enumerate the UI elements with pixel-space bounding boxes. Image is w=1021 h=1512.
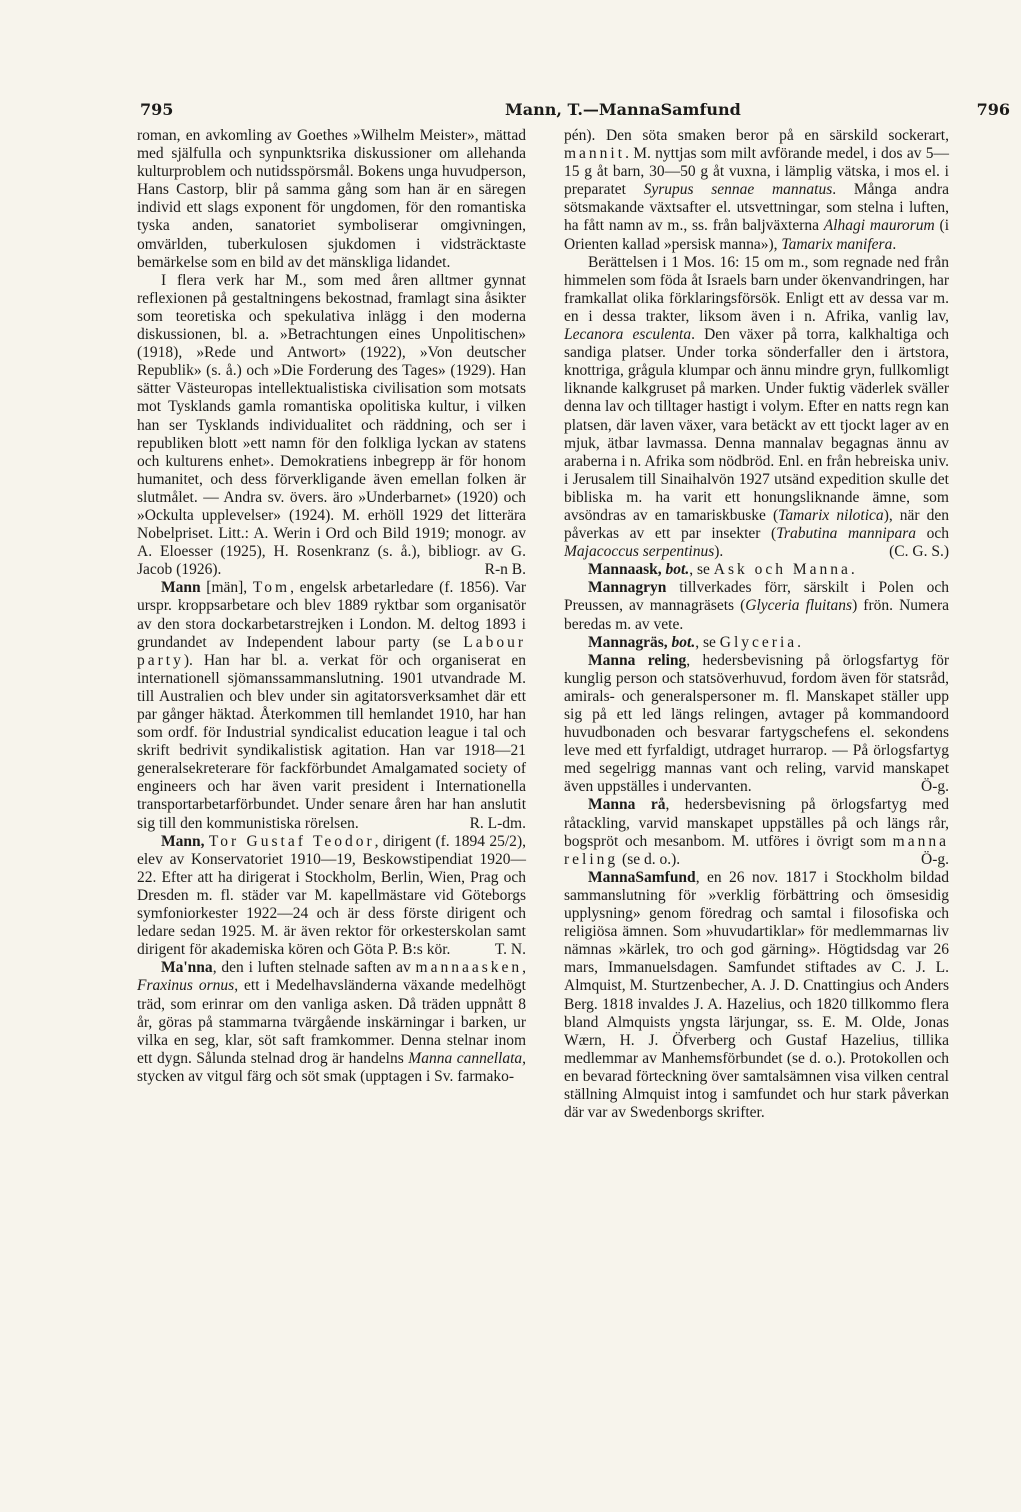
headword: Mann [161, 579, 201, 597]
entry-mannagryn: Mannagryn tillverkades förr, särskilt i Polen och Preussen, av mannagräsets (Glyceria fluitans) frön. Numera beredas m. av vete. [564, 579, 949, 633]
entry-mann-tom: Mann [män], Tom, engelsk arbetarledare (f. 1856). Var urspr. kroppsarbetare och blev 1889 ryktbar som organisatör av den stora dockarbetarstrejken i London. M. deltog 1893 i grundandet av Independent labour party (se Labour party). Han har bl. a. verkat för och organiserat en internationell sjömanssammanslutning. 1901 utvandrade M. till Australien och blev under sin agitatorsverksamhet där ett par gånger häktad. Återkommen till hemlandet 1910, har han som ordf. för Industrial syndicalist education league i tal och skrift bedrivit syndikalistisk agitation. Han var 1918—21 generalsekreterare för fackförbundet Amalgamated society of engineers och har även varit president i Internationella transportarbetarförbundet. Under senare åren har han anslutit sig till den kommunistiska rörelsen. R. L-dm. [137, 579, 526, 832]
author-signature: Ö-g. [921, 850, 949, 868]
headword: Manna rå [588, 796, 666, 814]
author-signature: Ö-g. [921, 778, 949, 796]
entry-mannagras: Mannagräs, bot., se Glyceria. [588, 633, 802, 651]
right-column [564, 127, 949, 1122]
author-signature: (C. G. S.) [889, 543, 949, 561]
headword: Mannagryn [588, 579, 667, 597]
headword: Ma'nna [161, 959, 213, 977]
headword: MannaSamfund [588, 868, 696, 886]
paragraph: pén). Den söta smaken beror på en särskild sockerart, mannit. M. nyttjas som milt avförande medel, i dos av 5—15 g åt barn, 30—50 g åt vuxna, i lämplig vätska, i mos el. i preparatet Syrupus sennae mannatus. Många andra sötsmakande växtsafter el. utsvettningar, som stelna i luften, ha fått namn av m., ss. från baljväxterna Alhagi maurorum (i Orienten kallad »persisk manna»), Tamarix manifera. [564, 127, 949, 253]
entry-mannasamfund: MannaSamfund, en 26 nov. 1817 i Stockholm bildad sammanslutning för »verklig förbättring och ömsesidig upplysning» genom föredrag och samtal i filosofiska och religiösa ämnen. Som »huvudartiklar» för medlemmarnas liv nämnas »kärlek, tro och god gärning». Högtidsdag var 26 mars, Immanuelsdagen. Samfundet stiftades av C. J. L. Almquist, M. Sturtzenbecher, A. J. D. Cnattingius och Anders Berg. 1818 invaldes J. A. Hazelius, och 1820 tillkommo flera bland Almquists yngsta lärjungar, ss. E. M. Olde, Jonas Wærn, H. J. Öfverberg och Gustaf Hazelius, tillika medlemmar av Manhemsförbundet (se d. o.). Protokollen och en bevarad förteckning över samtalsämnen visa vilken central ställning Almquist intog i samfundet och hur stark påverkan där var av Swedenborgs skrifter. [564, 868, 949, 1122]
headword: Manna reling [588, 651, 687, 669]
entry-manna-ra: Manna rå, hedersbevisning på örlogsfartyg med råtackling, varvid manskapet uppställes på och längs rår, bogspröt och mesanbom. M. utföres i övrigt som manna reling (se d. o.). Ö-g. [564, 796, 949, 868]
page-number-right: 796 [976, 100, 1010, 119]
paragraph: Berättelsen i 1 Mos. 16: 15 om m., som regnade ned från himmelen som föda åt Israels barn under ökenvandringen, har framkallat olika förklaringsförsök. Enligt ett av dessa var m. en i dessa trakter, liksom även i n. Afrika, vanlig lav, Lecanora esculenta. Den växer på torra, kalkhaltiga och sandiga platser. Under torka sönderfaller den i ärtstora, knottriga, grågula klumpar och ännu mindre gryn, fullkomligt liknande kalkgruset på marken. Under fuktig väderlek sväller denna lav och tilltager hastigt i volym. Efter en natts regn kan platsen, där laven växer, vara betäckt av ett tjockt lager av en mjuk, ätbar lavmassa. Denna mannalav begagnas ännu av araberna i n. Afrika som nödbröd. Enl. en från hebreiska univ. i Jerusalem till Sinaihalvön 1927 utsänd expedition skulle det bibliska m. ha varit ett honungsliknande ämne, som avsöndras av en tamariskbuske (Tamarix nilotica), när den påverkas av ett par insekter (Trabutina mannipara och Majacoccus serpentinus). (C. G. S.) [564, 253, 949, 561]
entry-manna: Ma'nna, den i luften stelnade saften av mannaasken, Fraxinus ornus, ett i Medelhavsländerna växande medelhögt träd, som erinrar om den vanliga asken. Då träden uppnått 8 år, göras på stammarna tvärgående inskärningar i barken, ur vilka en seg, klar, söt saft framkommer. Denna stelnar inom ett dygn. Sålunda stelnad drog är handelns Manna cannellata, stycken av vitgul färg och söt smak (upptagen i Sv. farmako- [137, 959, 526, 1085]
entry-mannaask: Mannaask, bot., se Ask och Manna. [588, 561, 855, 579]
headword: Mann, [161, 832, 205, 850]
paragraph: roman, en avkomling av Goethes »Wilhelm Meister», mättad med själfulla och synpunktsrika diskussioner om allehanda kulturproblem och nutidsspörsmål. Bokens unga huvudperson, Hans Castorp, blir på samma gång som han är en säregen individ ett slags exponent för ungdomen, för den romantiska tyska anden, sanatoriet symboliserar omgivningen, omvärlden, tuberkulosen sjukdomen i vidsträcktaste bemärkelse som en bild av det mänskliga lidandet. [137, 127, 526, 271]
running-title: Mann, T.—MannaSamfund [505, 100, 741, 119]
entry-mann-tor: Mann, Tor Gustaf Teodor, dirigent (f. 1894 25/2), elev av Konservatoriet 1910—19, Beskowstipendiat 1920—22. Efter att ha dirigerat i Stockholm, Berlin, Wien, Prag och Dresden m. fl. städer var M. kapellmästare vid Göteborgs symfoniorkester 1922—24 och är dess förste dirigent och ledare sedan 1925. M. är även rektor för orkesterskolan samt dirigent för akademiska kören och Göta P. B:s kör. T. N. [137, 832, 526, 959]
headword: Mannaask, [588, 561, 662, 579]
author-signature: R. L-dm. [469, 814, 526, 832]
page-number-left: 795 [140, 100, 174, 119]
paragraph: I flera verk har M., som med åren alltmer gynnat reflexionen på gestaltningens bekostnad, framlagt sina åsikter som teoretiska och spekulativa inlägg i den moderna diskussionen, bl. a. »Betrachtungen eines Unpolitischen» (1918), »Rede und Antwort» (1922), »Von deutscher Republik» (s. å.) och »Die Forderung des Tages» (1929). Han sätter Västeuropas intellektualistiska civilisation som motsats mot Tysklands gamla romantiska opolitiska kultur, i vilken han ser Tysklands individualitet och räddning, och ser i republiken blott »ett namn för den folkliga lyckan av statens och kulturens enhet». Demokratiens inbegrepp är för honom humanitet, och dess förverkligande även emellan folken är slutmålet. — Andra sv. övers. äro »Underbarnet» (1920) och »Ockulta upplevelser» (1924). M. erhöll 1929 det litterära Nobelpriset. Litt.: A. Werin i Ord och Bild 1919; monogr. av A. Eloesser (1925), H. Rosenkranz (s. å.), bibliogr. av G. Jacob (1926). R-n B. [137, 271, 526, 579]
headword: Mannagräs, [588, 633, 668, 651]
author-signature: T. N. [494, 941, 526, 959]
author-signature: R-n B. [484, 561, 526, 579]
page-header [140, 100, 1010, 124]
entry-manna-reling: Manna reling, hedersbevisning på örlogsfartyg för kunglig person och statsöverhuvud, fordom även för statsråd, amirals- och generalspersoner m. fl. Manskapet ställer upp sig på ett led längs relingen, avtager på kommandoord huvudbonaden och besvarar fartygschefens el. sekondens leve med ett fyrfaldigt, utdraget hurrarop. — På örlogsfartyg med segelrigg mannas vant och reling, varvid manskapet även uppställes i undervanten. Ö-g. [564, 651, 949, 796]
left-column [137, 127, 526, 1086]
